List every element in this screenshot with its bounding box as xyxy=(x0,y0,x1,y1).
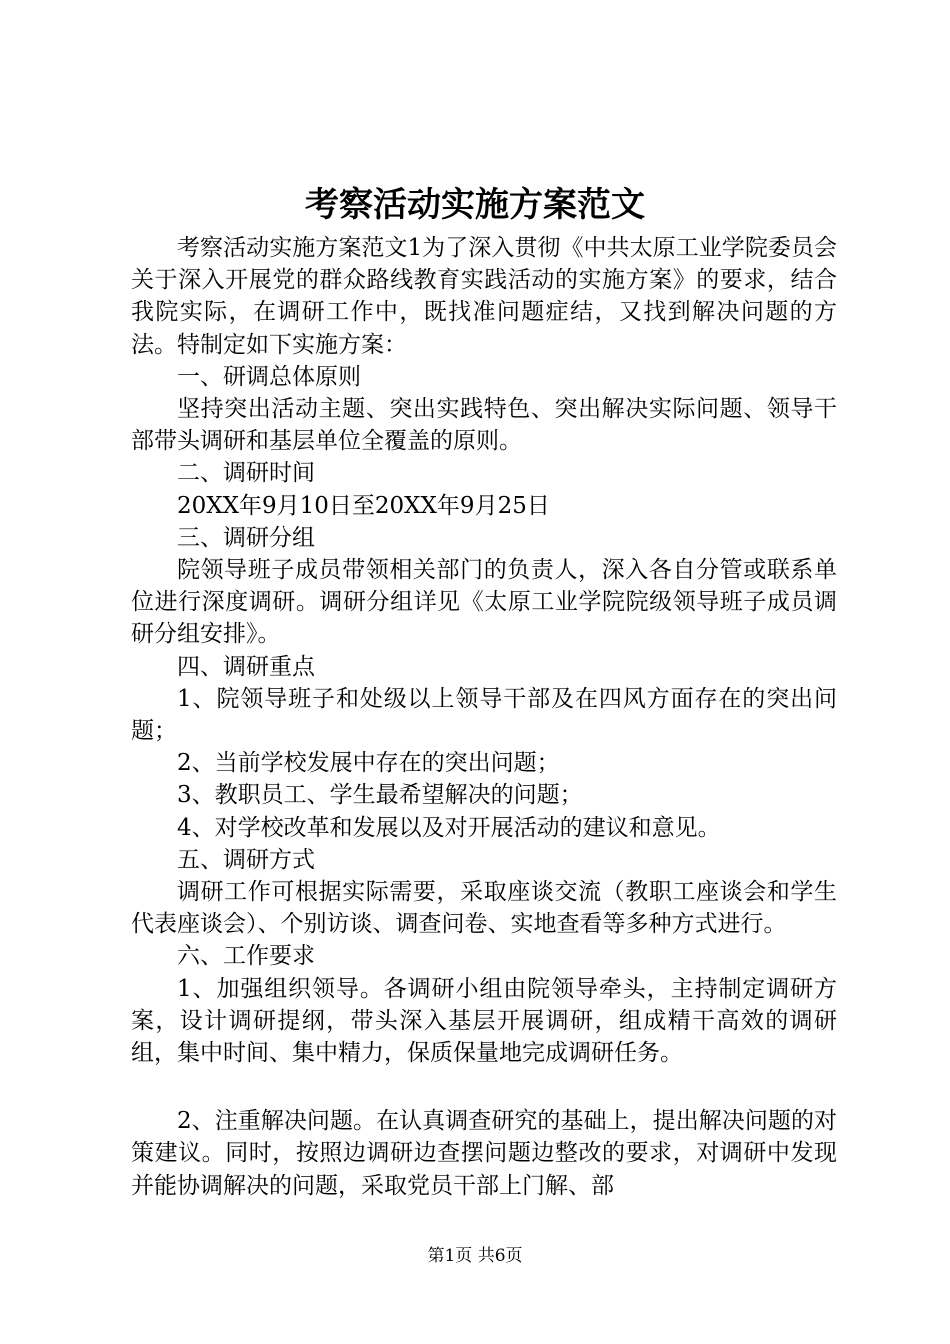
section-heading-5: 五、调研方式 xyxy=(177,846,315,873)
paragraph-grouping: 院领导班子成员带领相关部门的负责人，深入各自分管或联系单位进行深度调研。调研分组详见《太原工业学院院级领导班子成员调研分组安排》。 xyxy=(131,557,837,648)
list-item-requirement-2: 2、注重解决问题。在认真调查研究的基础上，提出解决问题的对策建议。同时，按照边调研边查摆问题边整改的要求，对调研中发现并能协调解决的问题，采取党员干部上门解、部 xyxy=(131,1108,837,1199)
section-heading-2: 二、调研时间 xyxy=(177,460,315,487)
list-item-focus-4: 4、对学校改革和发展以及对开展活动的建议和意见。 xyxy=(177,814,721,841)
document-body xyxy=(131,232,837,1202)
list-item-focus-2: 2、当前学校发展中存在的突出问题； xyxy=(177,750,560,777)
paragraph-methods: 调研工作可根据实际需要，采取座谈交流（教职工座谈会和学生代表座谈会）、个别访谈、调查问卷、实地查看等多种方式进行。 xyxy=(131,879,837,938)
section-heading-1: 一、研调总体原则 xyxy=(177,363,361,390)
document-title: 考察活动实施方案范文 xyxy=(305,185,645,225)
page-number: 第1页 共6页 xyxy=(427,1246,523,1266)
paragraph-principles: 坚持突出活动主题、突出实践特色、突出解决实际问题、领导干部带头调研和基层单位全覆盖的原则。 xyxy=(131,396,837,455)
paragraph-time: 20XX年9月10日至20XX年9月25日 xyxy=(177,492,550,519)
section-heading-6: 六、工作要求 xyxy=(177,943,315,970)
list-item-focus-3: 3、教职员工、学生最希望解决的问题； xyxy=(177,782,583,809)
section-heading-4: 四、调研重点 xyxy=(177,653,315,680)
section-heading-3: 三、调研分组 xyxy=(177,524,315,551)
list-item-requirement-1: 1、加强组织领导。各调研小组由院领导牵头，主持制定调研方案，设计调研提纲，带头深入基层开展调研，组成精干高效的调研组，集中时间、集中精力，保质保量地完成调研任务。 xyxy=(131,975,837,1067)
intro-paragraph: 考察活动实施方案范文1为了深入贯彻《中共太原工业学院委员会关于深入开展党的群众路线教育实践活动的实施方案》的要求，结合我院实际，在调研工作中，既找准问题症结，又找到解决问题的方法。特制定如下实施方案： xyxy=(131,235,837,358)
list-item-focus-1: 1、院领导班子和处级以上领导干部及在四风方面存在的突出问题； xyxy=(131,685,837,745)
paragraph-spacer xyxy=(131,1069,837,1105)
